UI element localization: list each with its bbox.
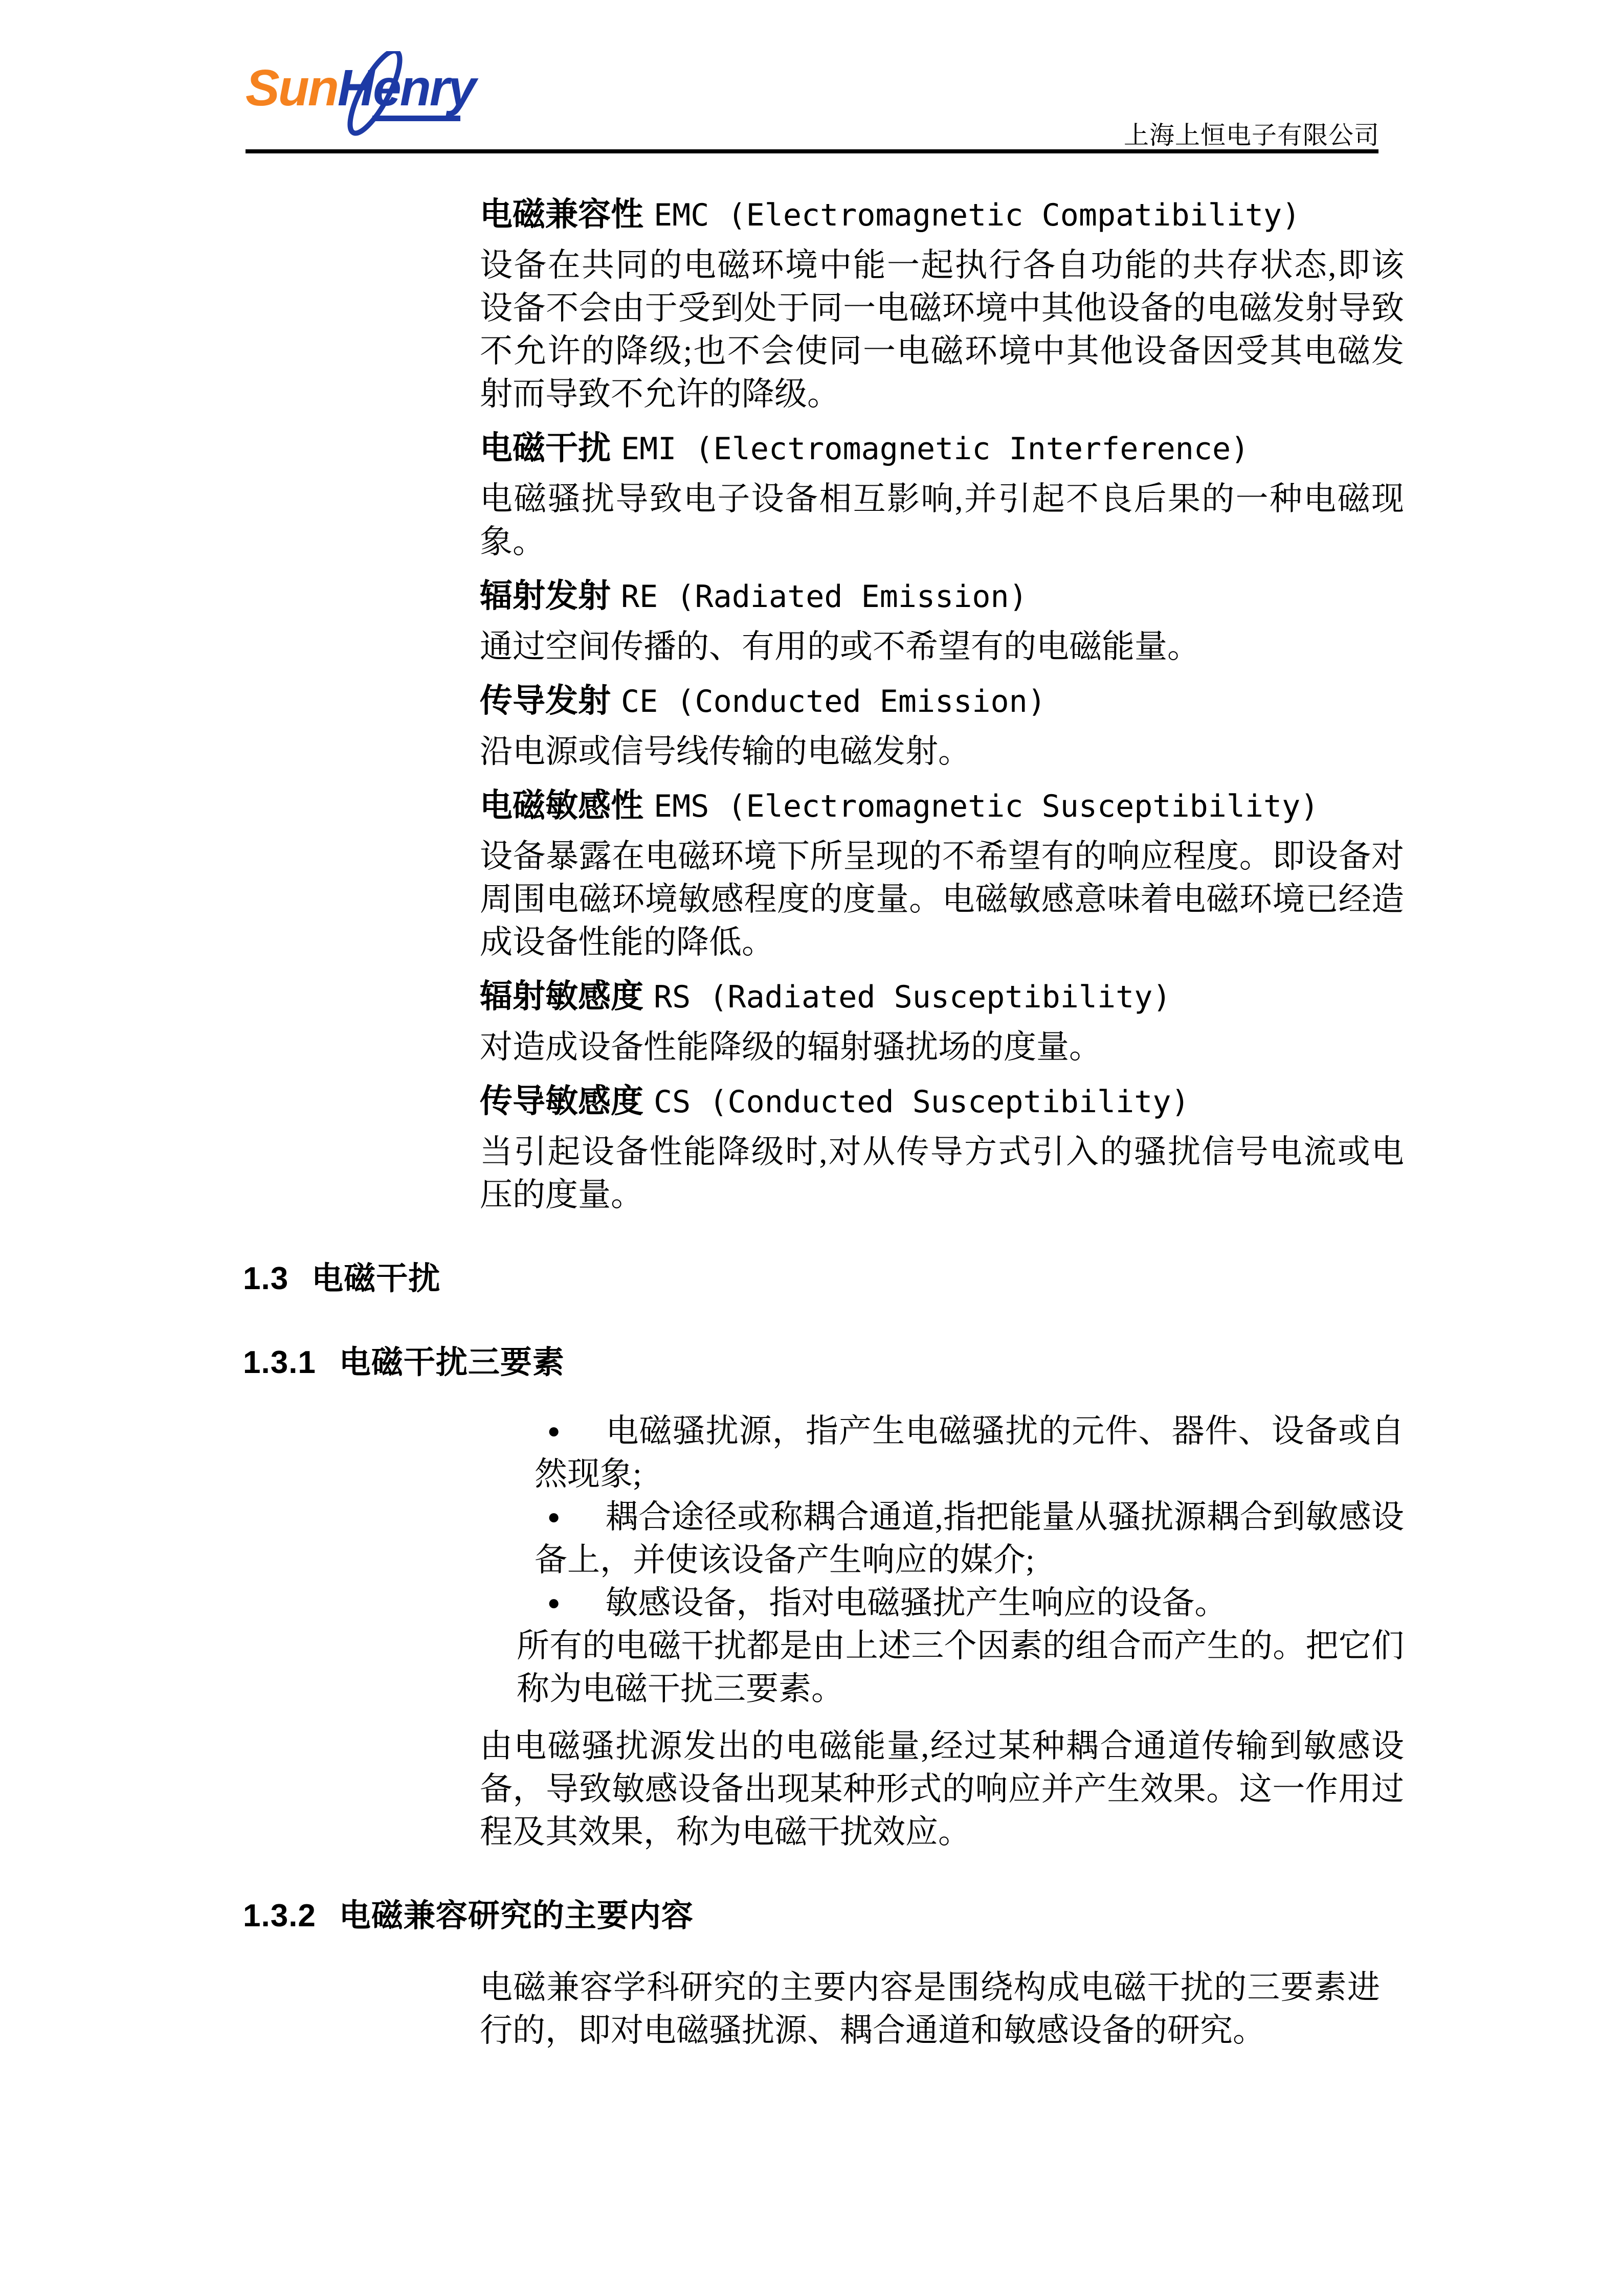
section-heading-1-3 [243, 1257, 1404, 1300]
definition-term-en: RE (Radiated Emission) [621, 579, 1028, 615]
header-rule [246, 149, 1378, 153]
section-number: 1.3.2 [243, 1898, 316, 1933]
section-title: 电磁兼容研究的主要内容 [339, 1898, 694, 1933]
list-item-text: 电磁骚扰源，指产生电磁骚扰的元件、器件、设备或自然现象; [535, 1413, 1404, 1492]
list-item [535, 1582, 1404, 1625]
definition-heading-re [480, 575, 1404, 618]
definition-body-emi: 电磁骚扰导致电子设备相互影响,并引起不良后果的一种电磁现象。 [480, 481, 1404, 560]
paragraph-research-content: 电磁兼容学科研究的主要内容是围绕构成电磁干扰的三要素进行的，即对电磁骚扰源、耦合通道和敏感设备的研究。 [480, 1969, 1380, 2049]
definition-term-zh: 电磁干扰 [480, 430, 611, 466]
section-number: 1.3.1 [243, 1345, 316, 1380]
paragraph-interference-effect: 由电磁骚扰源发出的电磁能量,经过某种耦合通道传输到敏感设备，导致敏感设备出现某种形式的响应并产生效果。这一作用过程及其效果，称为电磁干扰效应。 [480, 1728, 1404, 1850]
logo-text-sun: Sun [246, 59, 338, 117]
definition-body-rs: 对造成设备性能降级的辐射骚扰场的度量。 [480, 1029, 1102, 1065]
definition-body-re: 通过空间传播的、有用的或不希望有的电磁能量。 [480, 628, 1200, 665]
definition-body-ce: 沿电源或信号线传输的电磁发射。 [480, 733, 971, 770]
list-item [535, 1410, 1404, 1496]
bullet-icon: ● [547, 1505, 561, 1529]
section-title: 电磁干扰三要素 [339, 1345, 565, 1380]
definition-term-en: CE (Conducted Emission) [621, 684, 1046, 719]
list-item-text: 耦合途径或称耦合通道,指把能量从骚扰源耦合到敏感设备上，并使该设备产生响应的媒介; [535, 1499, 1404, 1578]
logo-text-henry: Henry [337, 59, 475, 117]
list-item [535, 1496, 1404, 1582]
list-item-text: 敏感设备，指对电磁骚扰产生响应的设备。 [605, 1585, 1228, 1621]
company-logo [244, 51, 490, 138]
definition-term-en: EMS (Electromagnetic Susceptibility) [654, 789, 1319, 824]
paragraph-three-elements-summary: 所有的电磁干扰都是由上述三个因素的组合而产生的。把它们称为电磁干扰三要素。 [517, 1628, 1404, 1707]
section-heading-1-3-2 [243, 1895, 1404, 1938]
bullet-list [535, 1410, 1404, 1625]
definition-heading-ems [480, 784, 1404, 828]
definition-term-zh: 辐射发射 [480, 578, 611, 614]
definition-term-zh: 传导发射 [480, 683, 611, 719]
definition-heading-emi [480, 427, 1404, 470]
definition-term-zh: 传导敏感度 [480, 1083, 643, 1119]
document-body [243, 182, 1404, 2052]
definition-term-zh: 电磁敏感性 [480, 787, 643, 824]
definition-term-zh: 电磁兼容性 [480, 196, 643, 233]
section-title: 电磁干扰 [312, 1261, 441, 1296]
bullet-icon: ● [547, 1420, 561, 1443]
company-name: 上海上恒电子有限公司 [1123, 121, 1380, 149]
definition-body-ems: 设备暴露在电磁环境下所呈现的不希望有的响应程度。即设备对周围电磁环境敏感程度的度量。电磁敏感意味着电磁环境已经造成设备性能的降低。 [480, 838, 1404, 960]
definition-term-zh: 辐射敏感度 [480, 978, 643, 1015]
bullet-icon: ● [547, 1591, 561, 1615]
section-heading-1-3-1 [243, 1341, 1404, 1384]
definition-term-en: CS (Conducted Susceptibility) [654, 1084, 1190, 1120]
definition-term-en: RS (Radiated Susceptibility) [654, 979, 1171, 1015]
logo-text [246, 59, 475, 117]
definition-body-emc: 设备在共同的电磁环境中能一起执行各自功能的共存状态,即该设备不会由于受到处于同一电磁环境中其他设备的电磁发射导致不允许的降级;也不会使同一电磁环境中其他设备因受其电磁发射而导致不允许的降级。 [480, 247, 1404, 412]
definition-heading-rs [480, 975, 1404, 1019]
definition-body-cs: 当引起设备性能降级时,对从传导方式引入的骚扰信号电流或电压的度量。 [480, 1134, 1404, 1213]
definition-heading-emc [480, 193, 1404, 237]
definition-term-en: EMI (Electromagnetic Interference) [621, 431, 1250, 467]
definition-term-en: EMC (Electromagnetic Compatibility) [654, 197, 1301, 233]
section-number: 1.3 [243, 1261, 289, 1296]
definition-heading-cs [480, 1080, 1404, 1123]
definition-heading-ce [480, 680, 1404, 723]
